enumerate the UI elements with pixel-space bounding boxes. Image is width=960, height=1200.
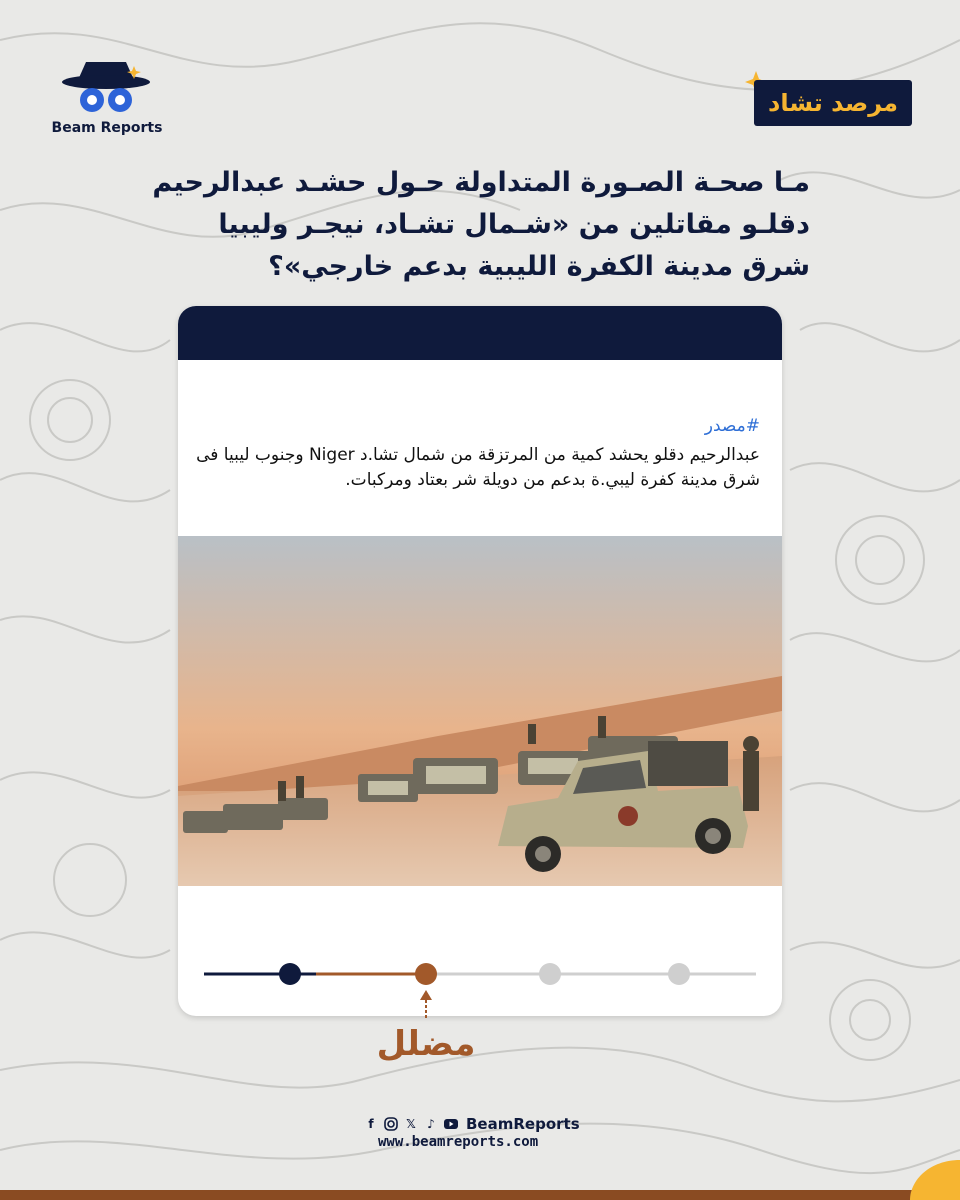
- bottom-bar: [0, 1190, 960, 1200]
- youtube-icon[interactable]: [444, 1117, 458, 1131]
- post-hashtag[interactable]: #مصدر: [704, 416, 760, 436]
- social-handle[interactable]: BeamReports: [466, 1115, 580, 1133]
- section-tag: مرصد تشاد: [754, 80, 912, 126]
- website-link[interactable]: www.beamreports.com: [378, 1134, 539, 1150]
- progress-step-1: [279, 963, 301, 985]
- corner-decoration: [910, 1160, 960, 1200]
- progress-step-4: [668, 963, 690, 985]
- card-header: [178, 306, 782, 360]
- verdict-label: مضلل: [376, 1024, 476, 1064]
- post-photo: [178, 536, 782, 886]
- progress-step-2: [415, 963, 437, 985]
- logo-text: Beam Reports: [51, 120, 163, 136]
- tiktok-icon[interactable]: ♪: [427, 1117, 435, 1131]
- post-card: [178, 306, 782, 1016]
- progress-step-3: [539, 963, 561, 985]
- x-icon[interactable]: 𝕏: [406, 1117, 416, 1131]
- facebook-icon[interactable]: f: [368, 1117, 374, 1131]
- post-text: عبدالرحيم دقلو يحشد كمية من المرتزقة من شمال تشا.د Niger وجنوب ليبيا فى شرق مدينة كفرة ليبي.ة بدعم من دويلة شر بعتاد ومركبات.: [196, 445, 760, 490]
- headline: مـا صحـة الصـورة المتداولة حـول حشـد عبدالرحيم دقلـو مقاتلين من «شـمال تشـاد، نيجـر وليبيا شرق مدينة الكفرة الليبية بدعم خارجي»؟: [152, 167, 810, 282]
- progress-track: [204, 962, 756, 986]
- social-links: [364, 1115, 580, 1133]
- instagram-icon[interactable]: [384, 1117, 398, 1131]
- verdict-pointer-icon: [416, 990, 436, 1020]
